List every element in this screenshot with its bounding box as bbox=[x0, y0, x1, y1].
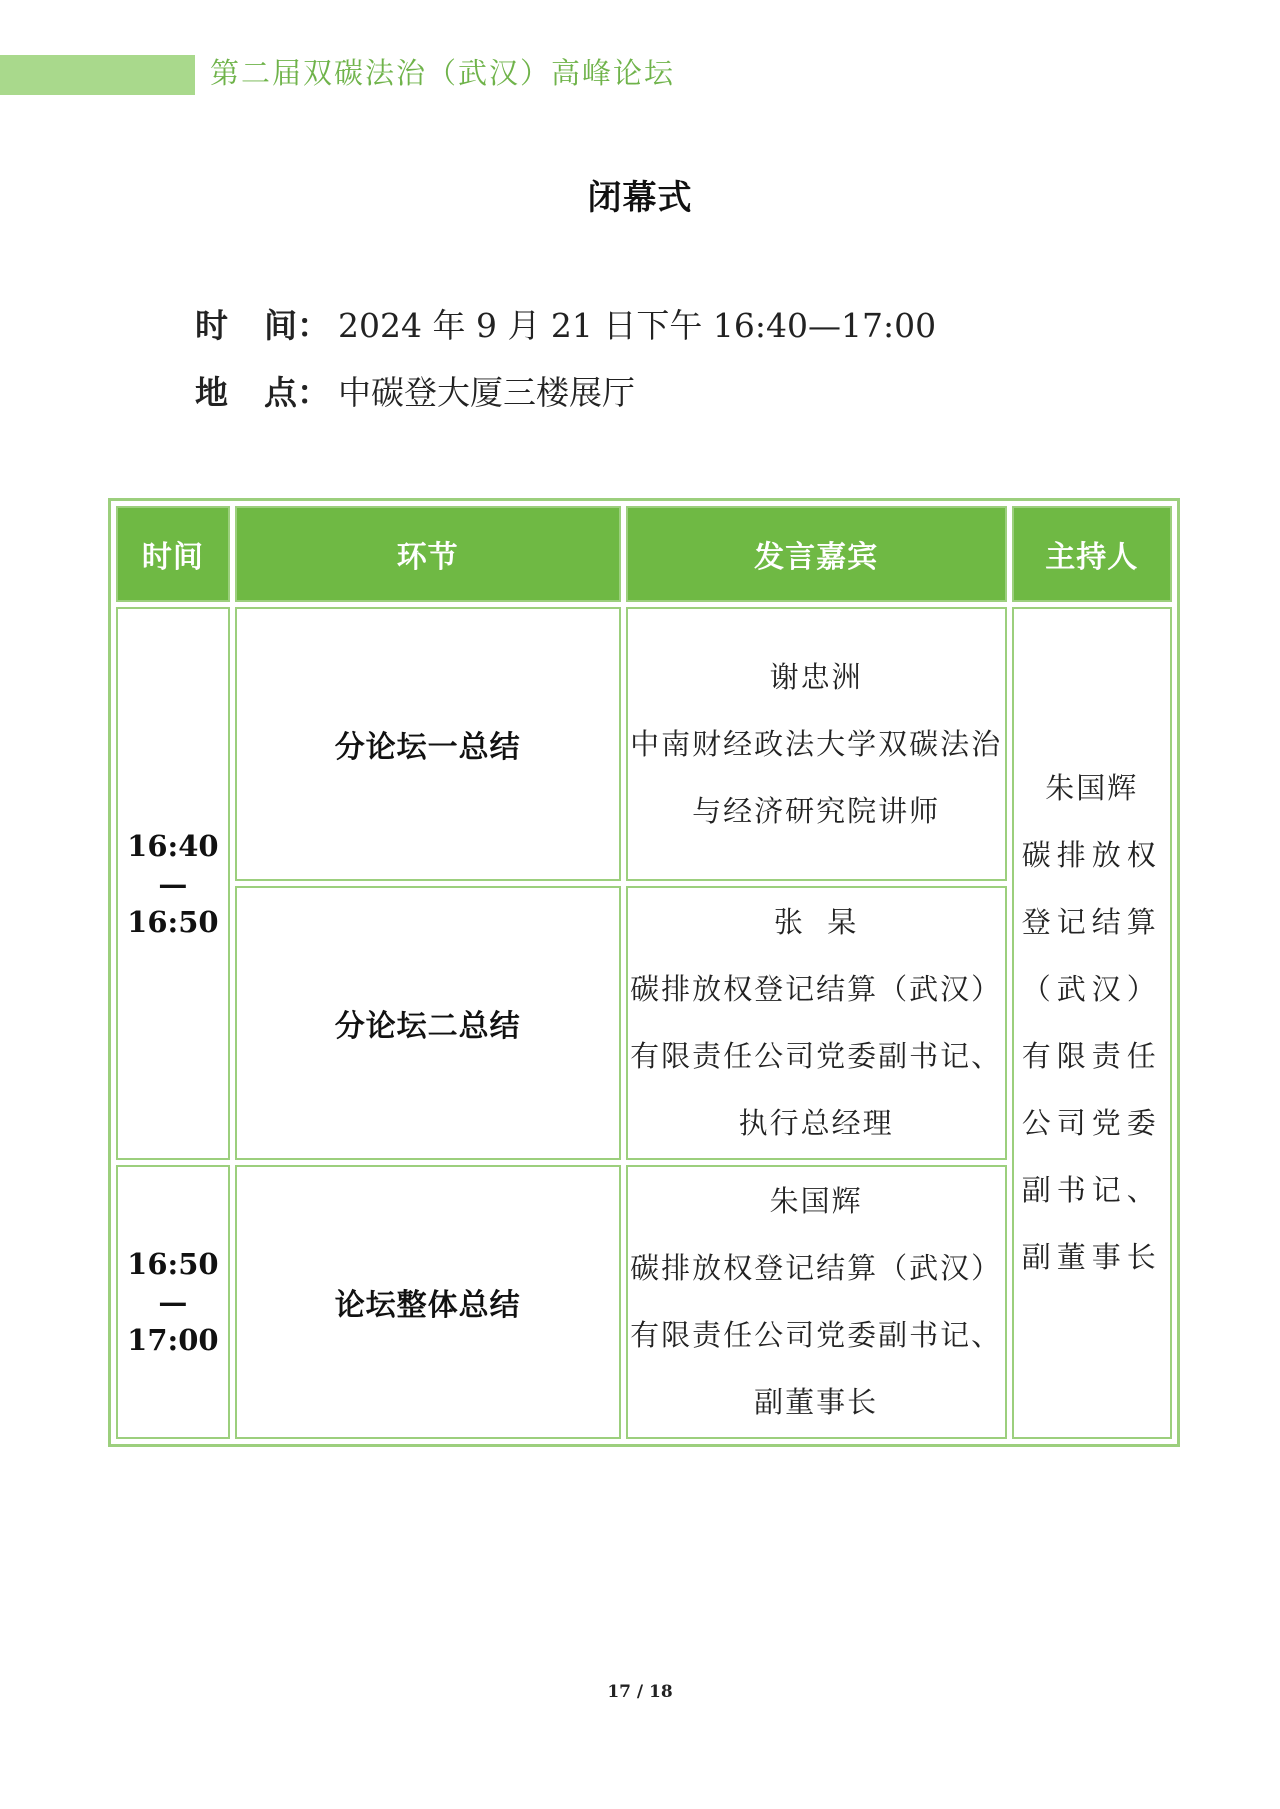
time-label-colon: ： bbox=[297, 306, 330, 345]
time-start: 16:40 bbox=[127, 828, 219, 863]
speaker-cell bbox=[626, 886, 1007, 1160]
speaker-name: 张 杲 bbox=[773, 905, 859, 939]
header-title: 第二届双碳法治（武汉）高峰论坛 bbox=[210, 56, 676, 90]
time-end: 16:50 bbox=[127, 904, 219, 939]
time-slot-cell bbox=[116, 607, 230, 1160]
speaker-title-line: 有限责任公司党委副书记、 bbox=[630, 1039, 1003, 1073]
time-value: 2024 年 9 月 21 日下午 16:40—17:00 bbox=[338, 306, 937, 345]
speaker-title-line: 碳排放权登记结算（武汉） bbox=[630, 1251, 1003, 1285]
place-label: 地 点 bbox=[195, 373, 297, 412]
header-accent-bar bbox=[0, 55, 195, 95]
header-speaker: 发言嘉宾 bbox=[626, 506, 1007, 602]
header-segment: 环节 bbox=[235, 506, 621, 602]
speaker-cell bbox=[626, 1165, 1007, 1439]
header-host: 主持人 bbox=[1012, 506, 1173, 602]
page-number: 17 / 18 bbox=[607, 1682, 673, 1702]
speaker-title-line: 碳排放权登记结算（武汉） bbox=[630, 972, 1003, 1006]
table-row bbox=[116, 607, 1172, 881]
time-start: 16:50 bbox=[127, 1247, 219, 1281]
page-title: 闭幕式 bbox=[587, 178, 693, 218]
time-slot-cell bbox=[116, 1165, 230, 1439]
table-header-row bbox=[116, 506, 1172, 602]
time-end: 17:00 bbox=[127, 1323, 219, 1357]
speaker-cell bbox=[626, 607, 1007, 881]
host-name: 朱国辉 bbox=[1045, 771, 1139, 805]
segment-cell: 分论坛一总结 bbox=[235, 607, 621, 881]
info-place-line bbox=[195, 371, 635, 415]
speaker-title-line: 与经济研究院讲师 bbox=[692, 793, 941, 828]
segment-cell: 论坛整体总结 bbox=[235, 1165, 621, 1439]
segment-cell: 分论坛二总结 bbox=[235, 886, 621, 1160]
speaker-title-line: 有限责任公司党委副书记、 bbox=[630, 1318, 1003, 1352]
info-time-line bbox=[195, 304, 936, 348]
speaker-title-line: 副董事长 bbox=[754, 1385, 879, 1419]
speaker-name: 谢忠洲 bbox=[769, 659, 863, 694]
place-label-colon: ： bbox=[297, 373, 330, 412]
host-title: 碳排放权登记结算（武汉）有限责任公司党委副书记、副董事长 bbox=[1021, 838, 1162, 1274]
speaker-title-line: 中南财经政法大学双碳法治 bbox=[630, 726, 1003, 761]
speaker-name: 朱国辉 bbox=[769, 1184, 863, 1218]
speaker-title-line: 执行总经理 bbox=[738, 1106, 894, 1140]
time-dash: — bbox=[158, 866, 188, 901]
schedule-table bbox=[108, 498, 1180, 1447]
time-label: 时 间 bbox=[195, 306, 297, 345]
host-cell bbox=[1012, 607, 1173, 1439]
place-value: 中碳登大厦三楼展厅 bbox=[338, 373, 635, 412]
header-time: 时间 bbox=[116, 506, 230, 602]
time-dash: — bbox=[158, 1285, 188, 1319]
